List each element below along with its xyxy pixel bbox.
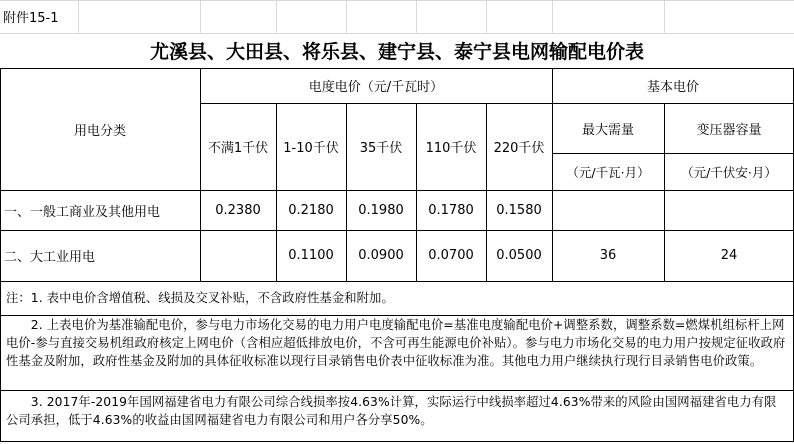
table-border — [0, 281, 794, 282]
header-voltage-level: 110千伏 — [425, 141, 477, 156]
header-voltage-level: 不满1千伏 — [207, 141, 269, 156]
sheet-gridline — [78, 0, 79, 33]
max-demand-cell: 36 — [599, 248, 617, 263]
header-max-demand: 最大需量 — [581, 122, 634, 138]
price-cell: 0.2180 — [288, 202, 334, 218]
price-cell: 0.1780 — [428, 202, 474, 218]
table-border — [0, 441, 794, 442]
header-energy-price: 电度电价（元/千瓦时） — [308, 80, 444, 95]
note-3: 3. 2017年-2019年国网福建省电力有限公司综合线损率按4.63%计算，实际运行中线损率超过4.63%带来的风险由国网福建省电力有限公司承担，低于4.63%的收益由国网福建省电力有限公司和用户各分享50%。 — [6, 395, 777, 427]
header-voltage-level: 35千伏 — [359, 141, 403, 156]
price-cell: 0.1980 — [358, 202, 404, 218]
price-cell: 0.0700 — [428, 248, 474, 263]
sheet-gridline — [664, 0, 665, 33]
table-border — [0, 390, 794, 391]
sheet-gridline — [0, 33, 794, 34]
price-cell: 0.1100 — [288, 248, 334, 263]
sheet-gridline — [346, 0, 347, 33]
price-cell — [200, 230, 276, 281]
document-title: 尤溪县、大田县、将乐县、建宁县、泰宁县电网输配电价表 — [149, 40, 644, 63]
sheet-gridline — [0, 0, 794, 1]
header-voltage-level: 1-10千伏 — [283, 141, 339, 156]
price-cell: 0.0900 — [358, 248, 404, 263]
attachment-label: 附件15-1 — [3, 10, 59, 26]
note-2: 2. 上表电价为基准输配电价，参与电力市场化交易的电力用户电度输配电价=基准电度输配电价+调整系数，调整系数=燃煤机组标杆上网电价-参与直接交易机组政府核定上网电价（含相应超低排放电价，不含可再生能源电价补贴）。参与电力市场化交易的电力用户按规定征收政府性基金及附加，政府性基金及附加的具体征收标准以现行目录销售电价表中征收标准为准。其他电力用户继续执行现行目录销售电价政策。 — [6, 318, 786, 368]
price-cell: 0.0500 — [496, 248, 542, 263]
transformer-cell — [664, 190, 794, 230]
header-voltage-level: 220千伏 — [493, 141, 545, 156]
header-transformer-unit: （元/千伏安·月） — [681, 164, 777, 180]
transformer-cell: 24 — [720, 248, 738, 263]
header-transformer-capacity: 变压器容量 — [696, 122, 762, 138]
header-category: 用电分类 — [73, 123, 126, 139]
header-max-demand-unit: （元/千瓦·月） — [566, 164, 650, 180]
sheet-gridline — [200, 0, 201, 33]
price-cell: 0.2380 — [215, 202, 261, 218]
sheet-gridline — [416, 0, 417, 33]
sheet-gridline — [486, 0, 487, 33]
max-demand-cell — [552, 190, 664, 230]
row-category: 一、一般工商业及其他用电 — [4, 204, 161, 220]
header-basic-price: 基本电价 — [646, 80, 699, 95]
row-category: 二、大工业用电 — [4, 250, 96, 265]
sheet-gridline — [276, 0, 277, 33]
sheet-gridline — [552, 0, 553, 33]
note-1: 注：1. 表中电价含增值税、线损及交叉补贴，不含政府性基金和附加。 — [6, 291, 394, 305]
price-cell: 0.1580 — [496, 202, 542, 218]
